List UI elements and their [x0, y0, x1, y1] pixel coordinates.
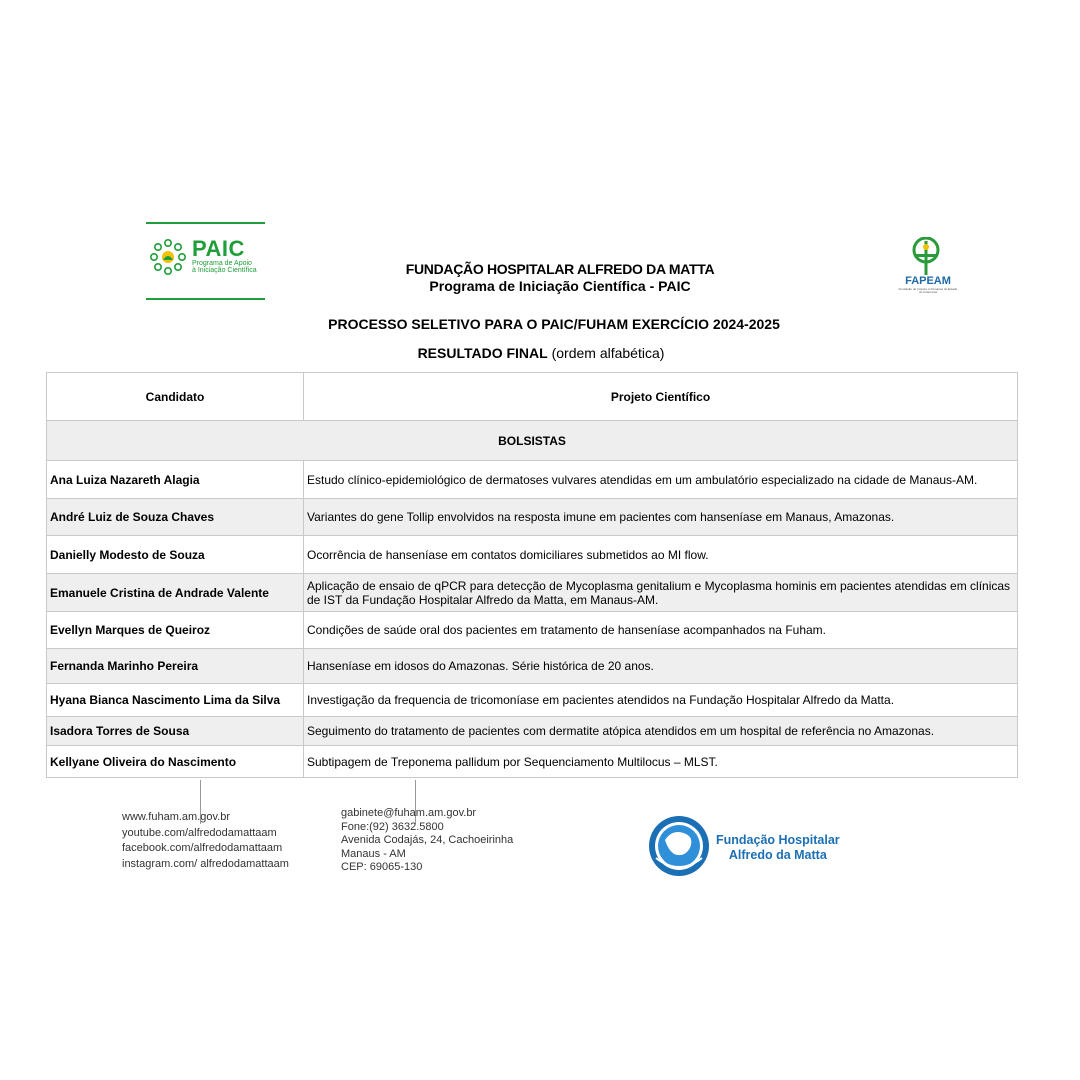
project-title: Aplicação de ensaio de qPCR para detecção de Mycoplasma genitalium e Mycoplasma hominis em pacientes atendidas em clínicas de IST da Fundação Hospitalar Alfredo da Matta, em Manaus-AM.: [304, 574, 1018, 612]
project-title: Subtipagem de Treponema pallidum por Sequenciamento Multilocus – MLST.: [304, 746, 1018, 778]
result-label-rest: (ordem alfabética): [547, 345, 665, 361]
column-header-candidate: Candidato: [47, 373, 304, 421]
candidate-name: André Luiz de Souza Chaves: [47, 499, 304, 536]
paic-logo: [146, 222, 265, 301]
results-table: [46, 372, 1018, 778]
candidate-name: Ana Luiza Nazareth Alagia: [47, 461, 304, 499]
table-row: [47, 461, 1018, 499]
candidate-name: Fernanda Marinho Pereira: [47, 649, 304, 684]
candidate-name: Emanuele Cristina de Andrade Valente: [47, 574, 304, 612]
candidate-name: Hyana Bianca Nascimento Lima da Silva: [47, 684, 304, 717]
project-title: Hanseníase em idosos do Amazonas. Série histórica de 20 anos.: [304, 649, 1018, 684]
table-row: [47, 499, 1018, 536]
project-title: Variantes do gene Tollip envolvidos na resposta imune em pacientes com hanseníase em Manaus, Amazonas.: [304, 499, 1018, 536]
table-row: [47, 717, 1018, 746]
paic-name: PAIC: [192, 236, 245, 261]
table-row: [47, 574, 1018, 612]
paic-emblem-icon: [149, 238, 187, 276]
fhad-name: Fundação Hospitalar Alfredo da Matta: [716, 833, 840, 862]
section-label: BOLSISTAS: [47, 421, 1018, 461]
table-row: [47, 536, 1018, 574]
fapeam-name: FAPEAM: [905, 275, 951, 287]
table-row: [47, 746, 1018, 778]
candidate-name: Evellyn Marques de Queiroz: [47, 612, 304, 649]
project-title: Estudo clínico-epidemiológico de dermatoses vulvares atendidas em um ambulatório especializado na cidade de Manaus-AM.: [304, 461, 1018, 499]
project-title: Condições de saúde oral dos pacientes em tratamento de hanseníase acompanhados na Fuham.: [304, 612, 1018, 649]
process-title: PROCESSO SELETIVO PARA O PAIC/FUHAM EXERCÍCIO 2024-2025: [328, 316, 780, 332]
footer-contact: gabinete@fuham.am.gov.br Fone:(92) 3632.5800 Avenida Codajás, 24, Cachoeirinha Manaus - AM CEP: 69065-130: [341, 807, 514, 873]
candidate-name: Kellyane Oliveira do Nascimento: [47, 746, 304, 778]
candidate-name: Danielly Modesto de Souza: [47, 536, 304, 574]
project-title: Seguimento do tratamento de pacientes com dermatite atópica atendidos em um hospital de referência no Amazonas.: [304, 717, 1018, 746]
logo-rule-top: [146, 222, 265, 224]
section-row: [47, 421, 1018, 461]
table-header-row: [47, 373, 1018, 421]
table-row: [47, 612, 1018, 649]
fapeam-logo: [892, 233, 964, 301]
fapeam-emblem-icon: [904, 237, 948, 275]
candidate-name: Isadora Torres de Sousa: [47, 717, 304, 746]
institution-title: FUNDAÇÃO HOSPITALAR ALFREDO DA MATTA: [405, 261, 715, 277]
column-header-project: Projeto Científico: [304, 373, 1018, 421]
project-title: Investigação da frequencia de tricomoníase em pacientes atendidos na Fundação Hospitalar Alfredo da Matta.: [304, 684, 1018, 717]
fhad-logo: [648, 814, 848, 880]
paic-subtitle: Programa de Apoio à Iniciação Científica: [192, 260, 257, 274]
program-subtitle: Programa de Iniciação Científica - PAIC: [429, 278, 691, 294]
fhad-globe-icon: [648, 814, 710, 878]
result-label-bold: RESULTADO FINAL: [417, 345, 548, 361]
logo-rule-bottom: [146, 298, 265, 300]
table-body: [47, 421, 1018, 778]
table-row: [47, 649, 1018, 684]
footer-web-links: www.fuham.am.gov.br youtube.com/alfredodamattaam facebook.com/alfredodamattaam instagram.com/ alfredodamattaam: [122, 811, 289, 870]
project-title: Ocorrência de hanseníase em contatos domiciliares submetidos ao MI flow.: [304, 536, 1018, 574]
fapeam-subtitle: Fundação de Amparo à Pesquisa do Estado do Amazonas: [898, 287, 958, 294]
result-title: [300, 345, 782, 361]
table-row: [47, 684, 1018, 717]
